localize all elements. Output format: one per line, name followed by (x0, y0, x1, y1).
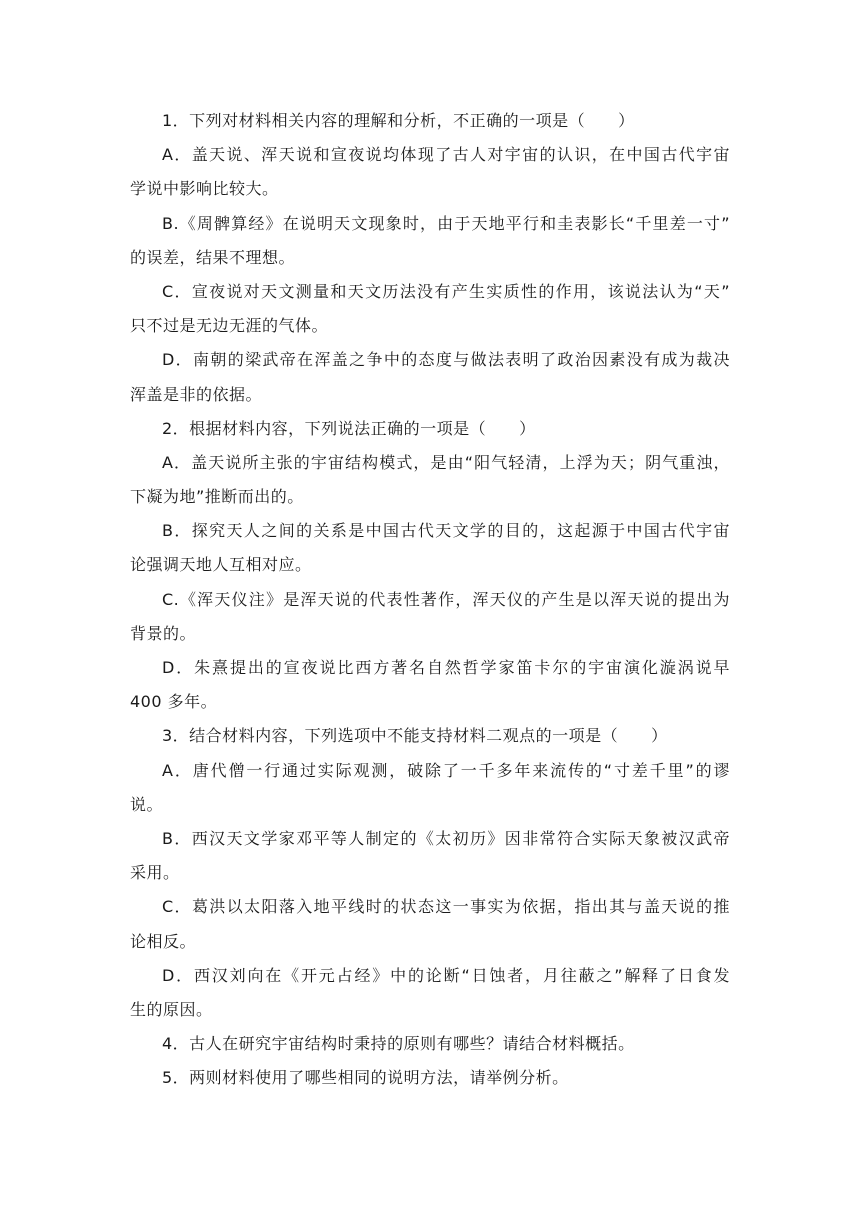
question-3-option-c: C．葛洪以太阳落入地平线时的状态这一事实为依据，指出其与盖天说的推 (162, 897, 730, 917)
question-2-option-d-cont: 400 多年。 (130, 692, 218, 712)
question-1-option-b-cont: 的误差，结果不理想。 (130, 247, 296, 267)
question-3-option-a-cont: 说。 (130, 794, 164, 814)
question-1-option-a: A．盖天说、浑天说和宣夜说均体现了古人对宇宙的认识，在中国古代宇宙 (162, 145, 730, 165)
question-1-option-c: C．宣夜说对天文测量和天文历法没有产生实质性的作用，该说法认为“天” (162, 281, 730, 301)
question-1-option-d: D．南朝的梁武帝在浑盖之争中的态度与做法表明了政治因素没有成为裁决 (162, 350, 730, 370)
question-2-option-b: B．探究天人之间的关系是中国古代天文学的目的，这起源于中国古代宇宙 (162, 521, 730, 541)
question-1-option-d-cont: 浑盖是非的依据。 (130, 384, 263, 404)
question-2-option-a: A．盖天说所主张的宇宙结构模式，是由“阳气轻清，上浮为天；阴气重浊， (162, 452, 730, 472)
question-3-option-a: A．唐代僧一行通过实际观测，破除了一千多年来流传的“寸差千里”的谬 (162, 760, 730, 780)
question-4-stem: 4．古人在研究宇宙结构时秉持的原则有哪些？请结合材料概括。 (162, 1034, 635, 1054)
question-2-option-a-cont: 下凝为地”推断而出的。 (130, 487, 304, 507)
question-3-option-b: B．西汉天文学家邓平等人制定的《太初历》因非常符合实际天象被汉武帝 (162, 828, 730, 848)
question-2-option-d: D．朱熹提出的宣夜说比西方著名自然哲学家笛卡尔的宇宙演化漩涡说早 (162, 658, 730, 677)
question-3-stem: 3．结合材料内容，下列选项中不能支持材料二观点的一项是（ ） (162, 726, 668, 746)
question-3-option-d: D．西汉刘向在《开元占经》中的论断“日蚀者，月往蔽之”解释了日食发 (162, 965, 730, 985)
question-1-stem: 1．下列对材料相关内容的理解和分析，不正确的一项是（ ） (162, 111, 635, 130)
question-1-option-a-cont: 学说中影响比较大。 (130, 179, 279, 199)
question-2-option-b-cont: 论强调天地人互相对应。 (130, 555, 312, 575)
question-2-stem: 2．根据材料内容，下列说法正确的一项是（ ） (162, 418, 536, 438)
question-3-option-c-cont: 论相反。 (130, 931, 197, 951)
question-1-option-c-cont: 只不过是无边无涯的气体。 (130, 316, 329, 336)
question-1-option-b: B.《周髀算经》在说明天文现象时，由于天地平行和圭表影长“千里差一寸” (162, 213, 730, 233)
document-page (130, 104, 730, 1095)
question-3-option-b-cont: 采用。 (130, 863, 180, 883)
question-2-option-c: C.《浑天仪注》是浑天说的代表性著作，浑天仪的产生是以浑天说的提出为 (162, 589, 730, 609)
question-2-option-c-cont: 背景的。 (130, 623, 197, 643)
question-3-option-d-cont: 生的原因。 (130, 999, 213, 1019)
question-5-stem: 5．两则材料使用了哪些相同的说明方法，请举例分析。 (162, 1068, 569, 1088)
